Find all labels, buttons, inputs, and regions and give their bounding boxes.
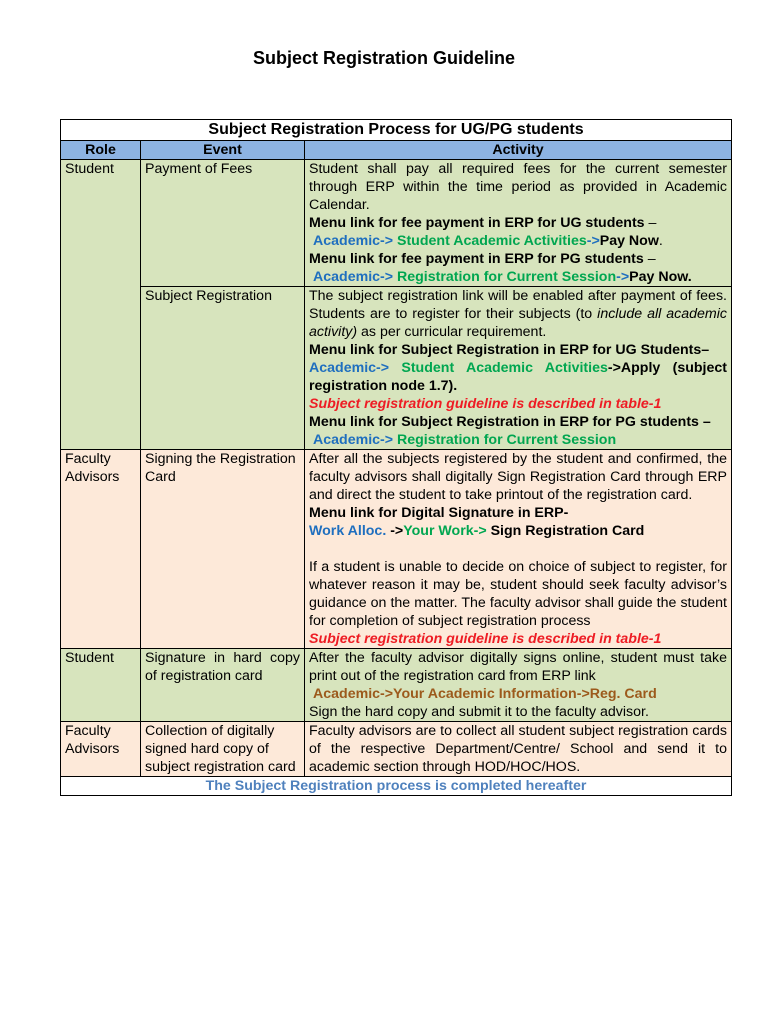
dash: – bbox=[643, 251, 656, 267]
role-cell: Student bbox=[61, 649, 141, 722]
event-cell: Signature in hard copy of registration card bbox=[141, 649, 305, 722]
activity-cell bbox=[305, 649, 732, 722]
erp-link-part[interactable]: -> bbox=[616, 269, 630, 285]
event-cell: Subject Registration bbox=[141, 287, 305, 450]
erp-link-part[interactable]: Sign Registration Card bbox=[486, 523, 645, 539]
table-footer: The Subject Registration process is completed hereafter bbox=[61, 777, 732, 796]
erp-link-part[interactable]: Academic-> bbox=[309, 360, 390, 376]
table-row bbox=[61, 450, 732, 649]
table-header-row bbox=[61, 141, 732, 160]
erp-link-part[interactable]: Student Academic Activities bbox=[393, 233, 587, 249]
role-cell: Faculty Advisors bbox=[61, 450, 141, 649]
menu-link-label: Menu link for Subject Registration in ERP for PG students bbox=[309, 414, 699, 430]
event-cell: Collection of digitally signed hard copy of subject registration card bbox=[141, 722, 305, 777]
table-row bbox=[61, 722, 732, 777]
table-caption-row bbox=[61, 120, 732, 141]
guideline-note: Subject registration guideline is described in table-1 bbox=[309, 396, 662, 412]
header-activity: Activity bbox=[305, 141, 732, 160]
erp-link-part[interactable]: Academic-> bbox=[313, 233, 394, 249]
erp-link-part[interactable]: ->Apply (subject registration node 1.7) bbox=[309, 360, 727, 394]
erp-link-part[interactable]: Academic-> bbox=[313, 269, 394, 285]
erp-link-part[interactable]: Academic-> bbox=[313, 432, 394, 448]
menu-link-label: Menu link for Subject Registration in ERP for UG Students bbox=[309, 342, 702, 358]
role-cell: Student bbox=[61, 160, 141, 450]
table-row bbox=[61, 160, 732, 287]
activity-text: The subject registration link will be enabled after payment of fees. Students are to register for their subjects (to bbox=[309, 288, 727, 322]
activity-text: Sign the hard copy and submit it to the faculty advisor. bbox=[309, 704, 649, 720]
erp-link-part[interactable]: Registration for Current Session bbox=[393, 432, 617, 448]
role-cell: Faculty Advisors bbox=[61, 722, 141, 777]
table-footer-row bbox=[61, 777, 732, 796]
dot: . bbox=[687, 269, 692, 285]
menu-link-label: Menu link for fee payment in ERP for UG students bbox=[309, 215, 645, 231]
guideline-note: Subject registration guideline is described in table-1 bbox=[309, 631, 662, 647]
dash: – bbox=[644, 215, 657, 231]
erp-link-part[interactable]: -> bbox=[386, 523, 404, 539]
activity-cell bbox=[305, 450, 732, 649]
header-role: Role bbox=[61, 141, 141, 160]
dot: . bbox=[658, 233, 663, 249]
header-event: Event bbox=[141, 141, 305, 160]
dash: – bbox=[701, 342, 710, 358]
erp-link-part[interactable]: Pay Now bbox=[629, 269, 688, 285]
activity-cell bbox=[305, 160, 732, 287]
erp-link-part[interactable]: Your Work-> bbox=[403, 523, 487, 539]
registration-table bbox=[60, 119, 732, 796]
activity-text: If a student is unable to decide on choice of subject to register, for whatever reason it may be, student should seek faculty advisor’s guidance on the matter. The faculty advisor shall guide the student for completion of subject registration process bbox=[309, 559, 727, 629]
page-title: Subject Registration Guideline bbox=[252, 48, 516, 68]
activity-text: as per curricular requirement. bbox=[357, 324, 547, 340]
activity-cell bbox=[305, 287, 732, 450]
activity-text: After all the subjects registered by the student and confirmed, the faculty advisors shall digitally Sign Registration Card through ERP and direct the student to take printout of the registration card. bbox=[309, 451, 727, 503]
dot: . bbox=[453, 378, 458, 394]
activity-text: After the faculty advisor digitally signs online, student must take print out of the registration card from ERP link bbox=[309, 650, 727, 684]
erp-link-part[interactable]: Student Academic Activities bbox=[389, 360, 608, 376]
erp-link-part[interactable]: Pay Now bbox=[599, 233, 659, 249]
activity-cell: Faculty advisors are to collect all student subject registration cards of the respective Department/Centre/ School and send it to academic section through HOD/HOC/HOS. bbox=[305, 722, 732, 777]
menu-link-label: Menu link for Digital Signature in ERP- bbox=[309, 505, 569, 521]
activity-text-italic: include all academic activity) bbox=[309, 306, 727, 340]
erp-link[interactable]: Academic->Your Academic Information->Reg. Card bbox=[313, 686, 657, 702]
event-cell: Signing the Registration Card bbox=[141, 450, 305, 649]
table-caption: Subject Registration Process for UG/PG students bbox=[61, 120, 732, 141]
activity-text: Student shall pay all required fees for the current semester through ERP within the time period as provided in Academic Calendar. bbox=[309, 161, 727, 213]
event-cell: Payment of Fees bbox=[141, 160, 305, 287]
menu-link-label: Menu link for fee payment in ERP for PG students bbox=[309, 251, 644, 267]
dash: – bbox=[698, 414, 711, 430]
table-row bbox=[61, 649, 732, 722]
erp-link-part[interactable]: Work Alloc. bbox=[309, 523, 387, 539]
erp-link-part[interactable]: Registration for Current Session bbox=[393, 269, 617, 285]
erp-link-part[interactable]: -> bbox=[586, 233, 600, 249]
table-row bbox=[61, 287, 732, 450]
